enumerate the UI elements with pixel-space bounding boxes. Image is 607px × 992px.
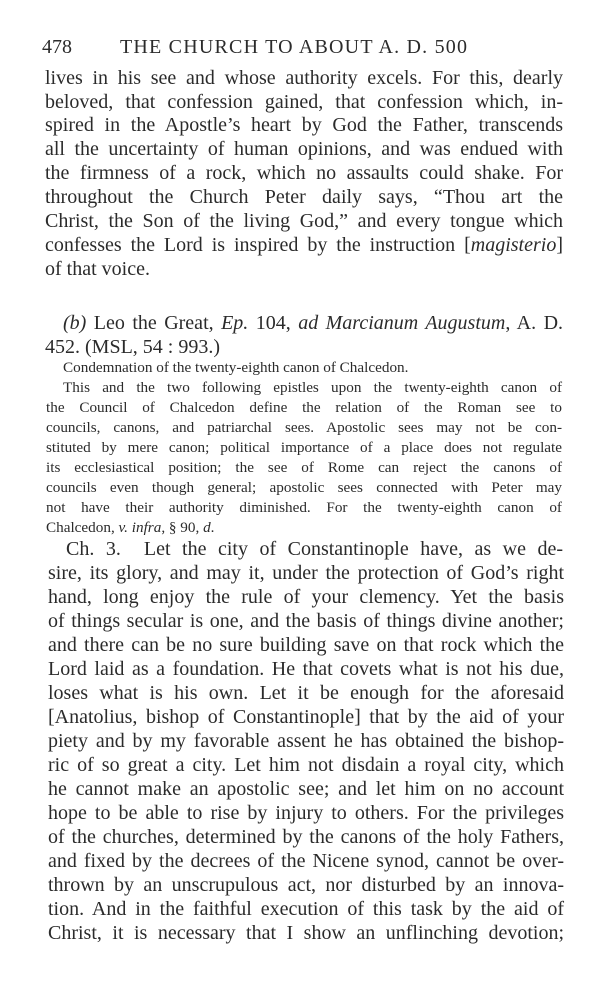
cross-ref-infra: infra: [131, 519, 162, 536]
text-segment: Let the city of Constantinople have, as we de-: [143, 538, 564, 560]
section-ref: , § 90,: [161, 519, 204, 536]
summary-line: This and the two following epistles upon the twenty-eighth canon of: [63, 379, 562, 396]
text-line: Lord laid as a foundation. He that covets what is not his due,: [48, 658, 564, 680]
text-segment: ]: [556, 234, 563, 256]
summary-line: the Council of Chalcedon define the relation of the Roman see to: [46, 399, 562, 416]
text-line: and fixed by the decrees of the Nicene synod, cannot be over-: [48, 850, 564, 872]
text-line: of the churches, determined by the canons of the holy Fathers,: [48, 826, 564, 848]
text-line: loses what is his own. Let it be enough for the aforesaid: [48, 682, 564, 704]
text-line: tion. And in the faithful execution of this task by the aid of: [48, 898, 564, 920]
summary-line: not have their authority diminished. For the twenty-eighth canon of: [46, 499, 562, 516]
summary-title: Condemnation of the twenty-eighth canon of Chalcedon.: [63, 359, 409, 376]
summary-line: its ecclesiastical position; the see of Rome can reject the canons of: [46, 459, 562, 476]
text-line: thrown by an unscrupulous act, nor disturbed by an innova-: [48, 874, 564, 896]
section-label: (b): [63, 312, 87, 334]
text-line: piety and by my favorable assent he has obtained the bishop-: [48, 730, 564, 752]
epistle-number: 104,: [255, 312, 291, 334]
chapter-label: Ch. 3.: [66, 538, 121, 560]
text-line: [45, 233, 563, 257]
running-header: [42, 36, 562, 64]
text-line: he cannot make an apostolic see; and let him on no account: [48, 778, 564, 800]
text-line: lives in his see and whose authority excels. For this, dearly: [45, 67, 563, 89]
text-segment: .: [210, 519, 215, 536]
subsection-ref: d: [203, 519, 211, 536]
chapter-first-line: [66, 537, 563, 561]
summary-line: stituted by mere canon; political importance of a place does not regulate: [46, 439, 562, 456]
heading-line: [63, 311, 563, 335]
text-line: [Anatolius, bishop of Constantinople] that by the aid of your: [48, 706, 564, 728]
text-line: Christ, it is necessary that I show an unflinching devotion;: [48, 922, 564, 944]
text-line: throughout the Church Peter daily says, “Thou art the: [45, 186, 563, 208]
cross-ref-v: v.: [118, 519, 128, 536]
text-line: ric of so great a city. Let him not disdain a royal city, which: [48, 754, 564, 776]
text-line: of that voice.: [45, 258, 150, 280]
text-line: Christ, the Son of the living God,” and every tongue which: [45, 210, 563, 232]
heading-line: 452. (MSL, 54 : 993.): [45, 336, 220, 358]
summary-line: [46, 518, 562, 538]
text-line: sire, its glory, and may it, under the protection of God’s right: [48, 562, 564, 584]
text-line: beloved, that confession gained, that confession which, in-: [45, 91, 563, 113]
recipient: ad Marcianum Augustum: [298, 312, 506, 334]
text-line: hope to be able to rise by injury to others. For the privileges: [48, 802, 564, 824]
summary-line: councils even though general; apostolic sees connected with Peter may: [46, 479, 562, 496]
text-line: the firmness of a rock, which no assaults could shake. For: [45, 162, 563, 184]
running-title: THE CHURCH TO ABOUT A. D. 500: [120, 36, 469, 58]
author: Leo the Great,: [93, 312, 214, 334]
work-abbrev: Ep.: [221, 312, 249, 334]
text-line: all the uncertainty of human opinions, and was endued with: [45, 138, 563, 160]
text-line: spired in the Apostle’s heart by God the Father, transcends: [45, 114, 563, 136]
text-segment: confesses the Lord is inspired by the instruction [: [45, 234, 471, 256]
text-segment: Chalcedon,: [46, 519, 119, 536]
text-line: of things secular is one, and the basis of things divine another;: [48, 610, 564, 632]
date-prefix: , A. D.: [505, 312, 564, 334]
text-line: hand, long enjoy the rule of your clemency. Yet the basis: [48, 586, 564, 608]
summary-line: councils, canons, and patriarchal sees. Apostolic sees may not be con-: [46, 419, 562, 436]
page-number: 478: [42, 36, 72, 58]
latin-term: magisterio: [470, 234, 557, 256]
text-line: and there can be no sure building save on that rock which the: [48, 634, 564, 656]
